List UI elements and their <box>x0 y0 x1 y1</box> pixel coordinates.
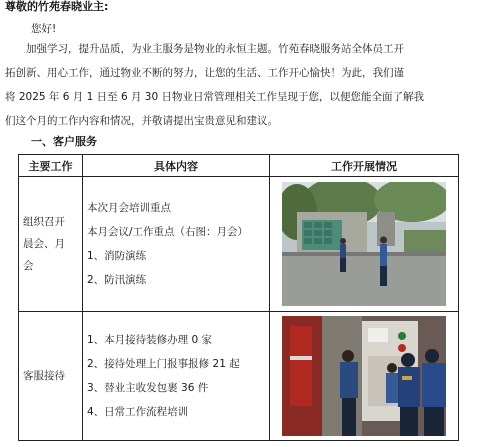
table-header-row <box>19 155 459 177</box>
header-content: 具体内容 <box>83 155 270 177</box>
outdoor-meeting-photo <box>282 182 446 306</box>
paragraph-line: 们这个月的工作内容和情况，并敬请提出宝贵意见和建议。 <box>5 115 278 127</box>
work-cell <box>19 177 83 312</box>
table-row <box>19 312 459 441</box>
work-report-table <box>18 154 459 441</box>
content-line: 1、本月接待装修办理 0 家 <box>87 334 213 346</box>
work-cell <box>19 312 83 441</box>
content-line: 1、消防演练 <box>87 250 147 262</box>
content-line: 3、替业主收发包裹 36 件 <box>87 382 209 394</box>
paragraph-line: 拓创新、用心工作，通过物业不断的努力，让您的生活、工作开心愉快！为此，我们谨 <box>5 67 404 79</box>
content-line: 2、接待处理上门报事报修 21 起 <box>87 358 240 370</box>
content-cell <box>83 312 270 441</box>
header-status: 工作开展情况 <box>270 155 459 177</box>
content-line: 本月会议/工作重点（右图：月会） <box>87 226 249 238</box>
photo-cell <box>270 177 459 312</box>
work-line: 会 <box>23 260 34 272</box>
work-line: 客服接待 <box>23 370 65 382</box>
content-line: 本次月会培训重点 <box>87 202 171 214</box>
table-row <box>19 177 459 312</box>
work-line: 晨会、月 <box>23 238 65 250</box>
content-line: 4、日常工作流程培训 <box>87 406 189 418</box>
paragraph-line: 加强学习，提升品质，为业主服务是物业的永恒主题。竹苑春晓服务站全体员工开 <box>5 43 404 55</box>
content-line: 2、防汛演练 <box>87 274 147 286</box>
paragraph-line: 将 2025 年 6 月 1 日至 6 月 30 日物业日常管理相关工作呈现于您，以便您能全面了解我 <box>5 91 424 103</box>
letter-title: 尊敬的竹苑春晓业主: <box>5 0 109 13</box>
section-title: 一、客户服务 <box>31 135 97 148</box>
greeting: 您好! <box>31 23 57 35</box>
control-room-training-photo <box>282 316 446 436</box>
photo-cell <box>270 312 459 441</box>
work-line: 组织召开 <box>23 216 65 228</box>
header-main-work: 主要工作 <box>19 155 83 177</box>
content-cell <box>83 177 270 312</box>
